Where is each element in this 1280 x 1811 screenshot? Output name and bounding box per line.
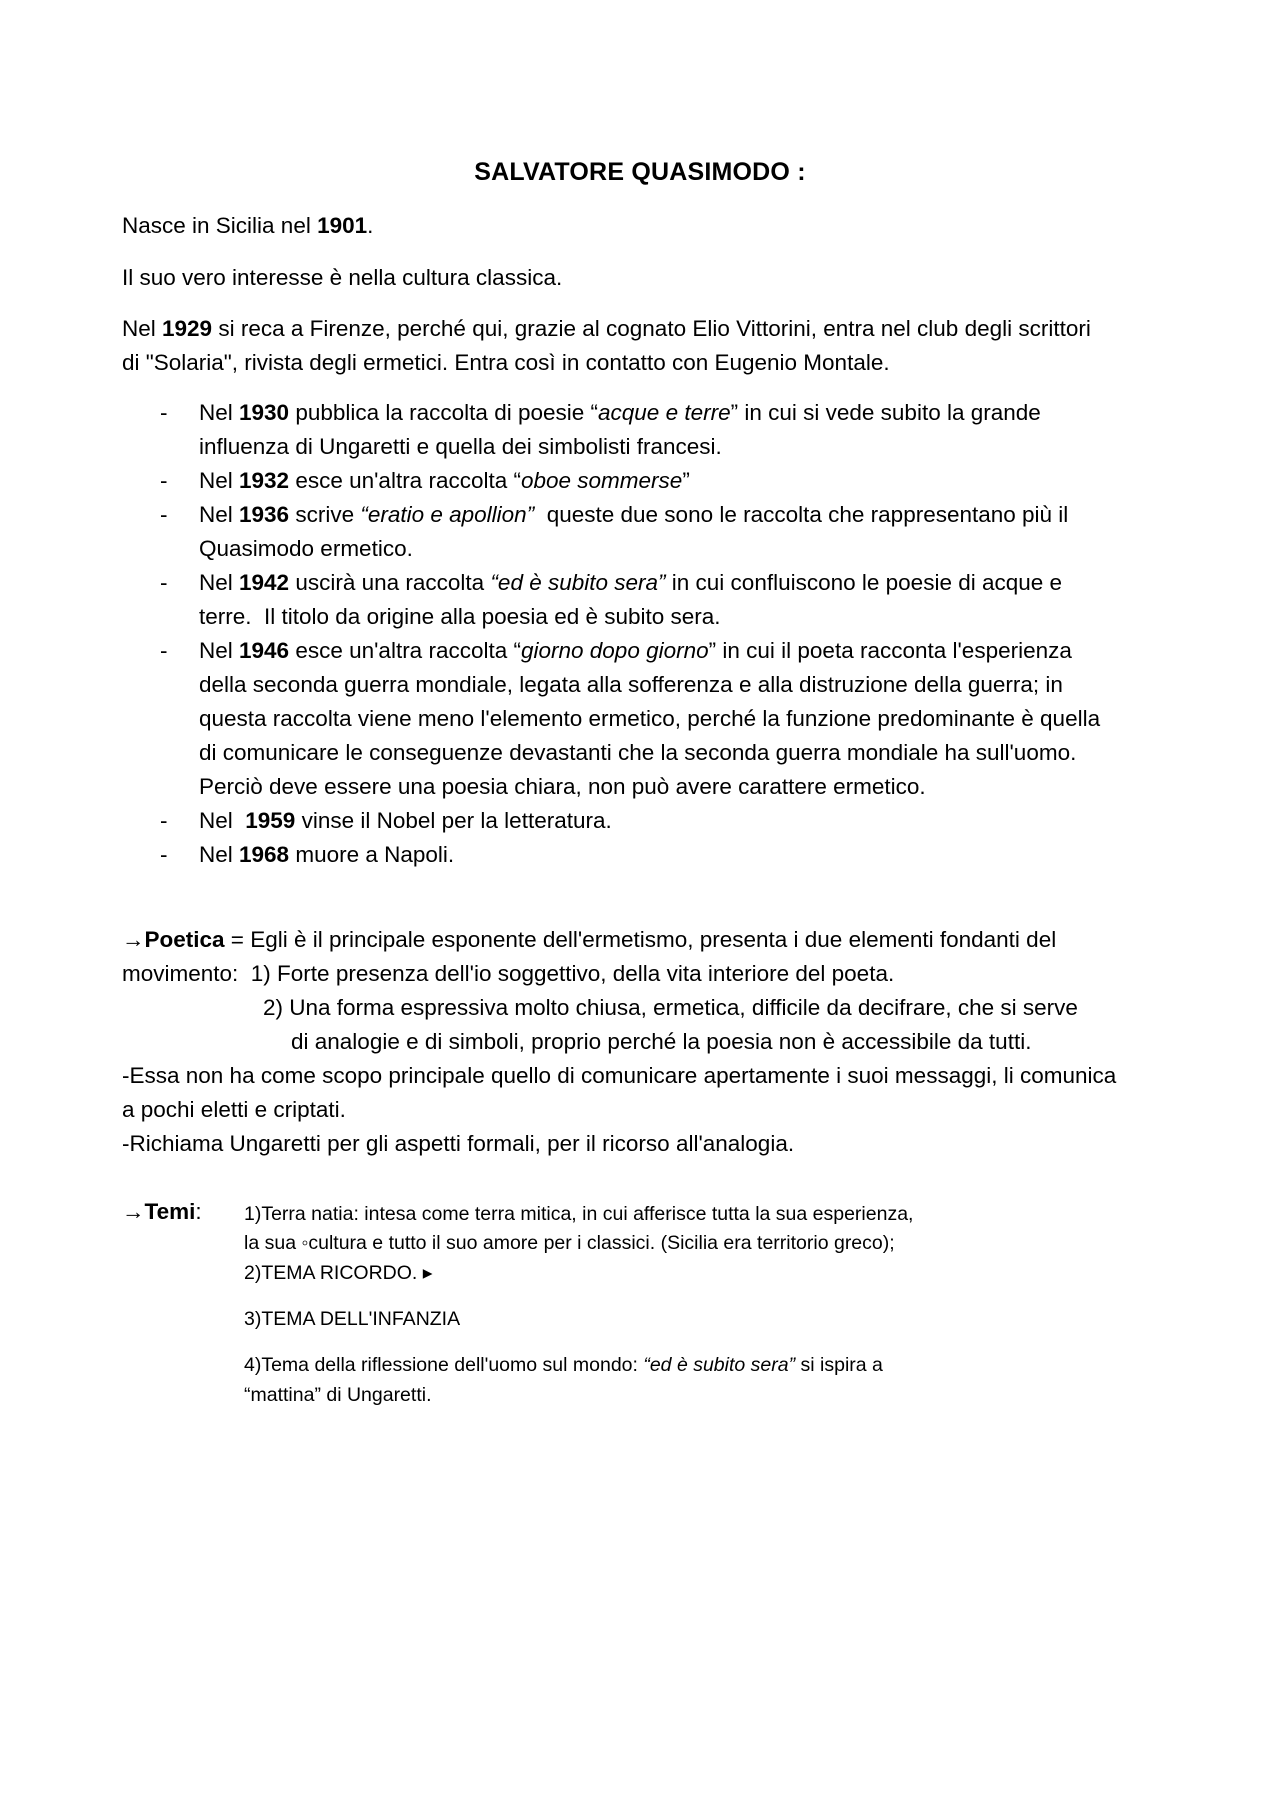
list-text: ” in cui il poeta racconta l'esperienza (708, 638, 1072, 663)
list-item-1946 (199, 636, 1072, 666)
poetica-line-3: 2) Una forma espressiva molto chiusa, ermetica, difficile da decifrare, che si serve (263, 995, 1078, 1020)
temi-heading (122, 1197, 202, 1227)
list-dash: - (160, 842, 168, 867)
list-dash: - (160, 468, 168, 493)
collection-title: “ed è subito sera” (490, 570, 666, 595)
intro-florence-line-1 (122, 314, 1091, 344)
list-item-1946-cont-4: Perciò deve essere una poesia chiara, non può avere carattere ermetico. (199, 774, 926, 799)
intro-florence-text: Nel (122, 316, 163, 341)
list-item-1936 (199, 500, 1068, 530)
poetica-text: = Egli è il principale esponente dell'ermetismo, presenta i due elementi fondanti del (224, 927, 1057, 952)
arrow-right-icon: → (122, 927, 145, 952)
list-dash: - (160, 808, 168, 833)
year-1930: 1930 (239, 400, 290, 425)
list-text: Nel (199, 842, 240, 867)
list-text: Nel (199, 808, 246, 833)
tema-text: 4)Tema della riflessione dell'uomo sul mondo: (244, 1354, 644, 1376)
list-text: uscirà una raccolta (289, 570, 491, 595)
list-item-1946-cont-2: questa raccolta viene meno l'elemento ermetico, perché la funzione predominante è quella (199, 706, 1101, 731)
intro-birth-end: . (367, 213, 374, 238)
list-item-1946-cont-3: di comunicare le conseguenze devastanti che la seconda guerra mondiale ha sull'uomo. (199, 740, 1077, 765)
list-text: in cui confluiscono le poesie di acque e (665, 570, 1063, 595)
list-text: Nel (199, 638, 240, 663)
tema-1-line-2: la sua ◦cultura e tutto il suo amore per i classici. (Sicilia era territorio greco); (244, 1232, 895, 1254)
list-text: vinse il Nobel per la letteratura. (295, 808, 612, 833)
list-item-1959 (199, 806, 612, 836)
collection-title: “eratio e apollion” (360, 502, 535, 527)
tema-1-line-1: 1)Terra natia: intesa come terra mitica, in cui afferisce tutta la sua esperienza, (244, 1203, 914, 1225)
intro-interest: Il suo vero interesse è nella cultura classica. (122, 265, 563, 290)
temi-colon: : (195, 1199, 202, 1224)
list-dash: - (160, 638, 168, 663)
list-text: pubblica la raccolta di poesie “ (289, 400, 599, 425)
year-1959: 1959 (245, 808, 296, 833)
temi-label: Temi (144, 1199, 196, 1224)
arrow-right-icon: → (122, 1199, 145, 1224)
collection-title: oboe sommerse (520, 468, 683, 493)
list-text: Nel (199, 570, 240, 595)
intro-birth-text: Nasce in Sicilia nel (122, 213, 318, 238)
year-1932: 1932 (239, 468, 290, 493)
list-item-1946-cont-1: della seconda guerra mondiale, legata alla sofferenza e alla distruzione della guerra; in (199, 672, 1063, 697)
list-item-1936-cont: Quasimodo ermetico. (199, 536, 413, 561)
tema-3: 3)TEMA DELL'INFANZIA (244, 1308, 461, 1330)
poetica-line-7: -Richiama Ungaretti per gli aspetti formali, per il ricorso all'analogia. (122, 1131, 795, 1156)
list-item-1932 (199, 466, 690, 496)
list-text: Nel (199, 502, 240, 527)
year-1936: 1936 (239, 502, 290, 527)
poetica-label: Poetica (144, 927, 225, 952)
list-item-1942 (199, 568, 1062, 598)
year-1968: 1968 (239, 842, 290, 867)
tema-text: si ispira a (795, 1354, 883, 1376)
intro-florence-rest: si reca a Firenze, perché qui, grazie al cognato Elio Vittorini, entra nel club degli scrittori (212, 316, 1091, 341)
intro-birth (122, 211, 373, 241)
tema-4-line-1 (244, 1351, 883, 1379)
poetica-line-4: di analogie e di simboli, proprio perché la poesia non è accessibile da tutti. (291, 1029, 1032, 1054)
list-item-1968 (199, 840, 454, 870)
list-text: Nel (199, 468, 240, 493)
tema-4-line-2: “mattina” di Ungaretti. (244, 1384, 432, 1406)
collection-title: “ed è subito sera” (643, 1354, 796, 1376)
poetica-line-5: -Essa non ha come scopo principale quello di comunicare apertamente i suoi messaggi, li comunica (122, 1063, 1117, 1088)
list-text: Nel (199, 400, 240, 425)
list-dash: - (160, 502, 168, 527)
list-text: esce un'altra raccolta “ (289, 468, 521, 493)
list-dash: - (160, 570, 168, 595)
poetica-line-6: a pochi eletti e criptati. (122, 1097, 346, 1122)
year-1946: 1946 (239, 638, 290, 663)
page-title: SALVATORE QUASIMODO : (474, 158, 806, 186)
list-text: ” (682, 468, 690, 493)
intro-florence-line-2: di "Solaria", rivista degli ermetici. Entra così in contatto con Eugenio Montale. (122, 350, 890, 375)
poetica-line-1 (122, 925, 1056, 955)
year-1929: 1929 (162, 316, 213, 341)
list-text: scrive (289, 502, 361, 527)
collection-title: giorno dopo giorno (520, 638, 709, 663)
list-text: ” in cui si vede subito la grande (730, 400, 1041, 425)
list-item-1942-cont: terre. Il titolo da origine alla poesia ed è subito sera. (199, 604, 721, 629)
year-1942: 1942 (239, 570, 290, 595)
list-text: queste due sono le raccolta che rappresentano più il (534, 502, 1069, 527)
list-text: esce un'altra raccolta “ (289, 638, 521, 663)
poetica-line-2: movimento: 1) Forte presenza dell'io soggettivo, della vita interiore del poeta. (122, 961, 895, 986)
list-item-1930-cont: influenza di Ungaretti e quella dei simbolisti francesi. (199, 434, 722, 459)
list-dash: - (160, 400, 168, 425)
list-item-1930 (199, 398, 1041, 428)
list-text: muore a Napoli. (289, 842, 455, 867)
year-1901: 1901 (317, 213, 368, 238)
collection-title: acque e terre (598, 400, 731, 425)
tema-2: 2)TEMA RICORDO. ▸ (244, 1262, 433, 1284)
